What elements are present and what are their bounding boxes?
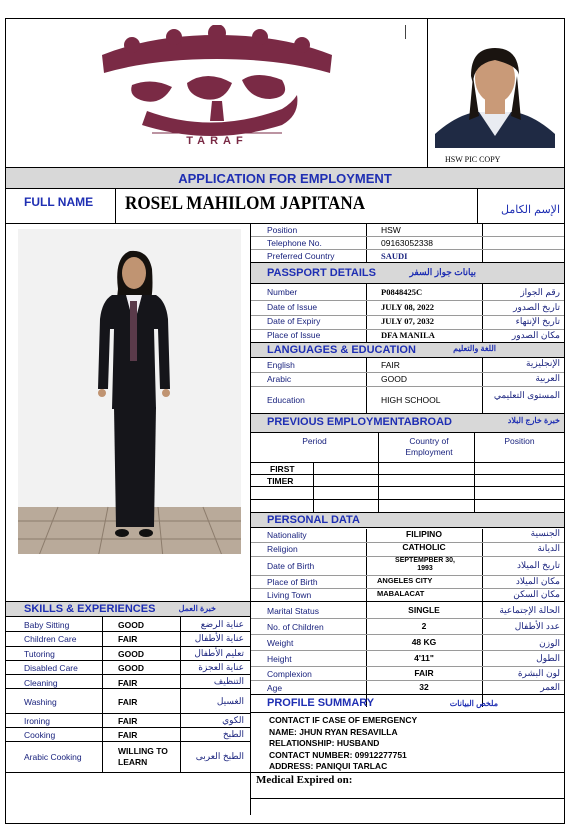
issue-date-value: JULY 08, 2022 <box>381 302 434 312</box>
religion-label: Religion <box>267 544 298 554</box>
marital-status-ar: الحالة الإجتماعية <box>499 605 560 615</box>
skill-disabled-care-ar: عناية العجزة <box>198 662 244 672</box>
living-town-value: MABALACAT <box>377 589 425 598</box>
marital-status-value: SINGLE <box>408 605 440 615</box>
employment-header: PREVIOUS EMPLOYMENTABROAD <box>267 416 452 428</box>
passport-number-label: Number <box>267 287 298 297</box>
skill-cleaning-ar: التنظيف <box>213 676 244 686</box>
employment-row-first: FIRST <box>270 464 295 474</box>
place-of-issue-value: DFA MANILA <box>381 330 435 340</box>
children-count-label: No. of Children <box>267 622 324 632</box>
emergency-relationship: RELATIONSHIP: HUSBAND <box>269 738 380 748</box>
col-country: Country of Employment <box>405 436 453 458</box>
employment-header-ar: خبرة خارج البلاد <box>507 416 560 425</box>
skill-tutoring-value: GOOD <box>118 649 144 659</box>
telephone-value: 09163052338 <box>381 238 434 248</box>
skill-arabic-cooking-label: Arabic Cooking <box>24 752 82 762</box>
skill-cooking-label: Cooking <box>24 730 56 740</box>
height-ar: الطول <box>536 653 560 663</box>
preferred-country-value: SAUDI <box>381 251 408 261</box>
position-value: HSW <box>381 225 401 235</box>
photo-caption: HSW PIC COPY <box>445 155 501 164</box>
skill-cooking-value: FAIR <box>118 730 138 740</box>
birth-date-label: Date of Birth <box>267 561 315 571</box>
skill-ironing-ar: الكوي <box>222 715 244 725</box>
children-count-ar: عدد الأطفال <box>514 621 560 631</box>
birth-place-label: Place of Birth <box>267 577 318 587</box>
skill-children-care-label: Children Care <box>24 634 77 644</box>
emergency-name: NAME: JHUN RYAN RESAVILLA <box>269 727 398 737</box>
expiry-date-ar: تاريخ الإنتهاء <box>515 316 560 326</box>
full-body-photo <box>18 229 241 558</box>
nationality-label: Nationality <box>267 530 307 540</box>
full-name-label: FULL NAME <box>24 195 94 209</box>
birth-date-ar: تاريخ الميلاد <box>517 560 560 570</box>
english-ar: الإنجليزية <box>526 358 560 368</box>
skill-ironing-label: Ironing <box>24 716 50 726</box>
education-label: Education <box>267 395 305 405</box>
complexion-ar: لون البشرة <box>517 668 560 678</box>
col-divider-2 <box>366 223 367 433</box>
living-town-label: Living Town <box>267 590 312 600</box>
profile-header: PROFILE SUMMARY <box>267 697 375 709</box>
english-value: FAIR <box>381 360 400 370</box>
skill-washing-ar: الغسيل <box>216 696 244 706</box>
full-name-label-ar: الإسم الكامل <box>501 204 560 216</box>
skill-cleaning-value: FAIR <box>118 678 138 688</box>
skill-arabic-cooking-ar: الطبخ العربى <box>195 751 244 761</box>
skill-baby-sitting-ar: عناية الرضع <box>200 619 244 629</box>
skills-header: SKILLS & EXPERIENCES <box>24 603 156 615</box>
age-ar: العمر <box>540 682 560 692</box>
religion-ar: الديانة <box>537 543 560 553</box>
passport-number-value: P0848425C <box>381 287 423 297</box>
position-label: Position <box>267 225 298 235</box>
weight-value: 48 KG <box>411 637 437 647</box>
skill-baby-sitting-value: GOOD <box>118 620 144 630</box>
skill-washing-value: FAIR <box>118 697 138 707</box>
religion-value: CATHOLIC <box>402 542 446 552</box>
skills-header-ar: خبرة العمل <box>178 604 216 613</box>
birth-place-ar: مكان الميلاد <box>515 576 560 586</box>
expiry-date-value: JULY 07, 2032 <box>381 316 434 326</box>
skill-cooking-ar: الطبخ <box>222 729 244 739</box>
emergency-address: ADDRESS: PANIQUI TARLAC <box>269 761 388 771</box>
children-count-value: 2 <box>421 621 427 631</box>
weight-label: Weight <box>267 638 294 648</box>
complexion-value: FAIR <box>414 668 434 678</box>
languages-header: LANGUAGES & EDUCATION <box>267 344 416 356</box>
skill-children-care-ar: عناية الأطفال <box>194 633 244 643</box>
skill-disabled-care-value: GOOD <box>118 663 144 673</box>
profile-header-ar: ملخص البيانات <box>449 699 498 708</box>
height-label: Height <box>267 654 292 664</box>
arabic-ar: العربية <box>535 373 560 383</box>
taraf-logo <box>92 25 342 153</box>
nationality-ar: الجنسية <box>530 528 560 538</box>
place-of-issue-ar: مكان الصدور <box>511 330 560 340</box>
education-ar: المستوى التعليمي <box>493 390 560 400</box>
arabic-label: Arabic <box>267 374 292 384</box>
issue-date-label: Date of Issue <box>267 302 318 312</box>
place-of-issue-label: Place of Issue <box>267 330 321 340</box>
skill-tutoring-ar: تعليم الأطفال <box>194 648 244 658</box>
logo-brand-text: TARAF <box>186 135 248 147</box>
nationality-value: FILIPINO <box>406 529 442 539</box>
education-value: HIGH SCHOOL <box>381 395 441 405</box>
skill-washing-label: Washing <box>24 697 57 707</box>
issue-date-ar: تاريخ الصدور <box>513 302 560 312</box>
col-divider-3 <box>482 223 483 433</box>
skill-tutoring-label: Tutoring <box>24 649 55 659</box>
height-value: 4'11" <box>414 653 434 663</box>
age-value: 32 <box>419 682 429 692</box>
birth-date-value: SEPTEMPBER 30, 1993 <box>395 557 455 573</box>
age-label: Age <box>267 683 283 693</box>
skill-disabled-care-label: Disabled Care <box>24 663 78 673</box>
skill-ironing-value: FAIR <box>118 716 138 726</box>
telephone-label: Telephone No. <box>267 238 322 248</box>
living-town-ar: مكان السكن <box>513 589 560 599</box>
marital-status-label: Marital Status <box>267 606 319 616</box>
headshot-photo <box>435 36 555 148</box>
skill-arabic-cooking-value: WILLING TO LEARN <box>118 746 168 768</box>
form-title: APPLICATION FOR EMPLOYMENT <box>178 171 392 186</box>
emergency-contact-number: CONTACT NUMBER: 09912277751 <box>269 750 407 760</box>
birth-place-value: ANGELES CITY <box>377 576 433 585</box>
cursor-mark <box>405 25 406 39</box>
skill-cleaning-label: Cleaning <box>24 678 58 688</box>
col-position: Position <box>504 436 535 446</box>
preferred-country-label: Preferred Country <box>267 251 335 261</box>
skill-children-care-value: FAIR <box>118 634 138 644</box>
application-form <box>5 18 565 824</box>
employment-row-timer: TIMER <box>267 476 294 486</box>
complexion-label: Complexion <box>267 669 312 679</box>
full-name-value: ROSEL MAHILOM JAPITANA <box>125 193 366 214</box>
weight-ar: الوزن <box>539 638 560 648</box>
medical-expired-label: Medical Expired on: <box>256 774 353 786</box>
passport-header-ar: بيانات جواز السفر <box>409 267 476 277</box>
skill-baby-sitting-label: Baby Sitting <box>24 620 70 630</box>
expiry-date-label: Date of Expiry <box>267 316 321 326</box>
english-label: English <box>267 360 295 370</box>
emergency-heading: CONTACT IF CASE OF EMERGENCY <box>269 715 418 725</box>
languages-header-ar: اللغة والتعليم <box>453 344 496 353</box>
passport-header: PASSPORT DETAILS <box>267 267 376 279</box>
passport-number-ar: رقم الجواز <box>520 287 560 297</box>
crown-emblem-icon <box>92 25 342 153</box>
col-period: Period <box>302 436 327 446</box>
personal-header: PERSONAL DATA <box>267 514 360 526</box>
arabic-value: GOOD <box>381 374 407 384</box>
